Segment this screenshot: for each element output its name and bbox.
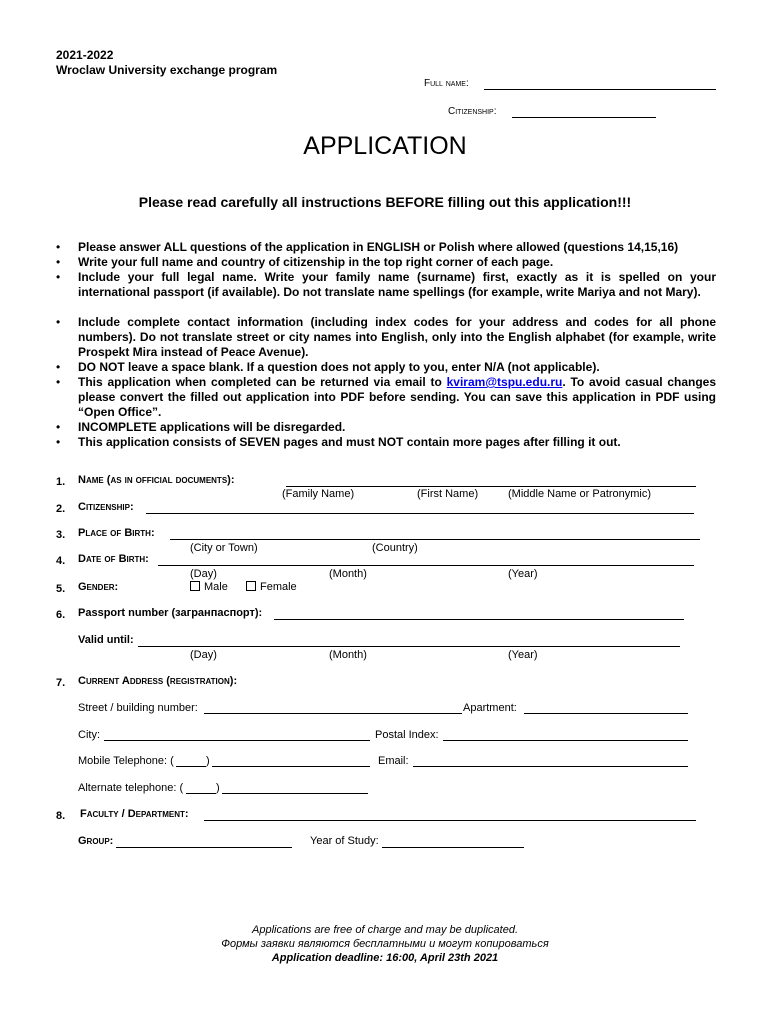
- q3-number: 3.: [56, 529, 66, 541]
- name-field[interactable]: [286, 486, 696, 487]
- place-of-birth-field[interactable]: [170, 539, 700, 540]
- q7-label: Current Address (registration):: [78, 675, 238, 687]
- instruction-item: INCOMPLETE applications will be disregarded.: [78, 420, 346, 434]
- apartment-field[interactable]: [524, 713, 688, 714]
- q2-number: 2.: [56, 503, 66, 515]
- street-label: Street / building number:: [78, 702, 198, 714]
- year-of-study-label: Year of Study:: [310, 835, 379, 847]
- citizenship-header-label: Citizenship:: [448, 106, 497, 117]
- bullet-icon: •: [56, 240, 61, 254]
- postal-index-field[interactable]: [443, 740, 688, 741]
- alt-phone-close-paren: ): [216, 782, 220, 794]
- mobile-close-paren: ): [206, 755, 210, 767]
- city-label: City:: [78, 729, 100, 741]
- q1-label: Name (as in official documents):: [78, 474, 235, 486]
- female-label: Female: [260, 581, 297, 593]
- passport-number-field[interactable]: [274, 619, 684, 620]
- q6-number: 6.: [56, 609, 66, 621]
- bullet-icon: •: [56, 270, 61, 284]
- valid-until-field[interactable]: [138, 646, 680, 647]
- email-instruction-after: . To avoid casual changes please convert the filled out application into PDF before sending. You can save this application in PDF using “Open Office”.: [78, 375, 717, 419]
- alt-phone-label: Alternate telephone: (: [78, 782, 184, 794]
- first-name-hint: (First Name): [417, 488, 479, 500]
- bullet-icon: •: [56, 360, 61, 374]
- apartment-label: Apartment:: [463, 702, 517, 714]
- bullet-icon: •: [56, 255, 61, 269]
- instruction-item: Please answer ALL questions of the application in ENGLISH or Polish where allowed (questions 14,15,16): [78, 240, 679, 254]
- mobile-number-field[interactable]: [212, 766, 370, 767]
- subtitle: Please read carefully all instructions BEFORE filling out this application!!!: [138, 194, 632, 210]
- dob-month-hint: (Month): [329, 568, 367, 580]
- group-label: Group:: [78, 835, 114, 847]
- city-hint: (City or Town): [190, 542, 258, 554]
- page-title: APPLICATION: [303, 132, 467, 160]
- male-label: Male: [204, 581, 228, 593]
- program-text: Wroclaw University exchange program: [56, 63, 278, 77]
- valid-day-hint: (Day): [190, 649, 217, 661]
- bullet-icon: •: [56, 435, 61, 449]
- footer-deadline: Application deadline: 16:00, April 23th 2021: [271, 952, 499, 964]
- email-label: Email:: [378, 755, 409, 767]
- valid-year-hint: (Year): [508, 649, 538, 661]
- q8-label: Faculty / Department:: [80, 808, 189, 820]
- q4-label: Date of Birth:: [78, 553, 149, 565]
- footer-russian-note: Формы заявки являются бесплатными и могут копироваться: [221, 938, 549, 950]
- city-field[interactable]: [104, 740, 370, 741]
- mobile-code-field[interactable]: [176, 766, 206, 767]
- full-name-label: Full name:: [424, 78, 469, 89]
- instruction-item: This application consists of SEVEN pages and must NOT contain more pages after filling it out.: [78, 435, 621, 449]
- dob-year-hint: (Year): [508, 568, 538, 580]
- family-name-hint: (Family Name): [282, 488, 355, 500]
- citizenship-field[interactable]: [146, 513, 694, 514]
- full-name-field[interactable]: [484, 89, 716, 90]
- instruction-item: DO NOT leave a space blank. If a question does not apply to you, enter N/A (not applicable).: [78, 360, 600, 374]
- faculty-field[interactable]: [204, 820, 696, 821]
- q8-number: 8.: [56, 810, 66, 822]
- email-instruction-before: This application when completed can be returned via email to: [78, 375, 447, 389]
- q1-number: 1.: [56, 476, 66, 488]
- year-of-study-field[interactable]: [382, 847, 524, 848]
- q3-label: Place of Birth:: [78, 527, 155, 539]
- dob-day-hint: (Day): [190, 568, 217, 580]
- q5-number: 5.: [56, 583, 66, 595]
- female-option[interactable]: [246, 581, 297, 593]
- alt-phone-number-field[interactable]: [222, 793, 368, 794]
- instruction-item: Write your full name and country of citizenship in the top right corner of each page.: [78, 255, 554, 269]
- mobile-label: Mobile Telephone: (: [78, 755, 174, 767]
- date-of-birth-field[interactable]: [158, 565, 694, 566]
- instruction-item: Include complete contact information (including index codes for your address and codes for all phone numbers). Do not translate street or city names into English, only into the English alphabet (for example, write Prospekt Mira instead of Peace Avenue).: [78, 315, 716, 359]
- year-text: 2021-2022: [56, 48, 114, 62]
- q6-label: Passport number (загранпаспорт):: [78, 607, 263, 619]
- email-field[interactable]: [413, 766, 688, 767]
- q7-number: 7.: [56, 677, 66, 689]
- postal-index-label: Postal Index:: [375, 729, 439, 741]
- street-field[interactable]: [204, 713, 462, 714]
- q4-number: 4.: [56, 555, 66, 567]
- email-link[interactable]: kviram@tspu.edu.ru: [446, 375, 563, 389]
- valid-until-label: Valid until:: [78, 634, 134, 646]
- footer-free-note: Applications are free of charge and may be duplicated.: [252, 924, 518, 936]
- bullet-icon: •: [56, 420, 61, 434]
- male-option[interactable]: [190, 581, 228, 593]
- alt-phone-code-field[interactable]: [186, 793, 216, 794]
- bullet-icon: •: [56, 375, 61, 389]
- q2-label: Citizenship:: [78, 501, 134, 513]
- middle-name-hint: (Middle Name or Patronymic): [508, 488, 652, 500]
- instruction-item: Include your full legal name. Write your family name (surname) first, exactly as it is spelled on your international passport (if available). Do not translate name spellings (for example, write Mariya and not Mary).: [78, 270, 716, 299]
- checkbox-icon[interactable]: [246, 581, 256, 591]
- valid-month-hint: (Month): [329, 649, 367, 661]
- instruction-item-email: [78, 375, 716, 420]
- checkbox-icon[interactable]: [190, 581, 200, 591]
- q5-label: Gender:: [78, 581, 119, 593]
- group-field[interactable]: [116, 847, 292, 848]
- citizenship-header-field[interactable]: [512, 117, 656, 118]
- country-hint: (Country): [372, 542, 418, 554]
- bullet-icon: •: [56, 315, 61, 329]
